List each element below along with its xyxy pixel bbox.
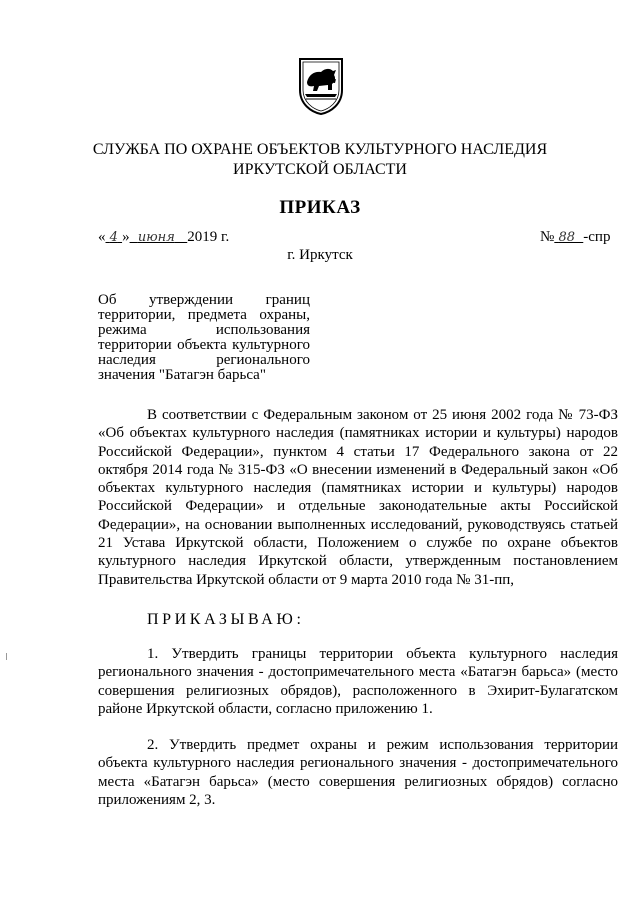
org-name-line-1: СЛУЖБА ПО ОХРАНЕ ОБЪЕКТОВ КУЛЬТУРНОГО НАСЛЕДИЯ <box>92 141 548 158</box>
date-day-value: 4 <box>109 230 118 245</box>
order-directive-word: ПРИКАЗЫВАЮ: <box>147 611 305 628</box>
document-city: г. Иркутск <box>287 247 353 263</box>
order-item-2: 2. Утвердить предмет охраны и режим использования территории объекта культурного наследия регионального значения - достопримечательного места «Батагэн барьса» (место совершения религиозных обрядов) согласно приложениям 2, 3. <box>98 737 618 808</box>
date-open-quote: « <box>98 229 106 245</box>
preamble-paragraph: В соответствии с Федеральным законом от 25 июня 2002 года № 73-ФЗ «Об объектах культурного наследия (памятниках истории и культуры) народов Российской Федерации», пунктом 4 статьи 17 Федерального закона от 22 октября 2014 года № 315-ФЗ «О внесении изменений в Федеральный закон «Об объектах культурного наследия (памятниках истории и культуры) народов Российской Федерации» и отдельные законодательные акты Российской Федерации», на основании выполненных исследований, руководствуясь статьей 21 Устава Иркутской области, Положением о службе по охране объектов культурного наследия Иркутской области, утвержденным постановлением Правительства Иркутской области от 9 марта 2010 года № 31-пп, <box>98 407 618 588</box>
number-prefix: № <box>540 229 555 245</box>
subject-line: наследия регионального <box>98 352 310 368</box>
subject-line: Об утверждении границ <box>98 292 310 308</box>
document-number <box>540 229 610 246</box>
scan-margin-mark <box>6 653 7 660</box>
document-type-title: ПРИКАЗ <box>279 197 361 218</box>
date-year: 2019 г. <box>187 229 230 245</box>
subject-line: территории объекта культурного <box>98 337 310 353</box>
number-value: 88 <box>558 230 575 245</box>
date-day-handwritten <box>106 230 123 245</box>
subject-line: режима использования <box>98 322 310 338</box>
order-subject <box>98 293 310 383</box>
date-month-value: июня <box>137 230 175 245</box>
org-name-line-2: ИРКУТСКОЙ ОБЛАСТИ <box>233 161 407 178</box>
number-handwritten <box>554 230 583 245</box>
subject-line: территории, предмета охраны, <box>98 307 310 323</box>
subject-line: значения "Батагэн барьса" <box>98 367 266 383</box>
irkutsk-coat-of-arms-icon <box>297 56 345 116</box>
document-date <box>98 229 229 246</box>
order-item-1: 1. Утвердить границы территории объекта культурного наследия регионального значения - достопримечательного места «Батагэн барьса» (место совершения религиозных обрядов), расположенного в Эхирит-Булагатском районе Иркутской области, согласно приложению 1. <box>98 646 618 717</box>
date-close-quote: » <box>122 229 130 245</box>
number-suffix: -спр <box>583 229 611 245</box>
date-month-handwritten <box>130 230 188 245</box>
